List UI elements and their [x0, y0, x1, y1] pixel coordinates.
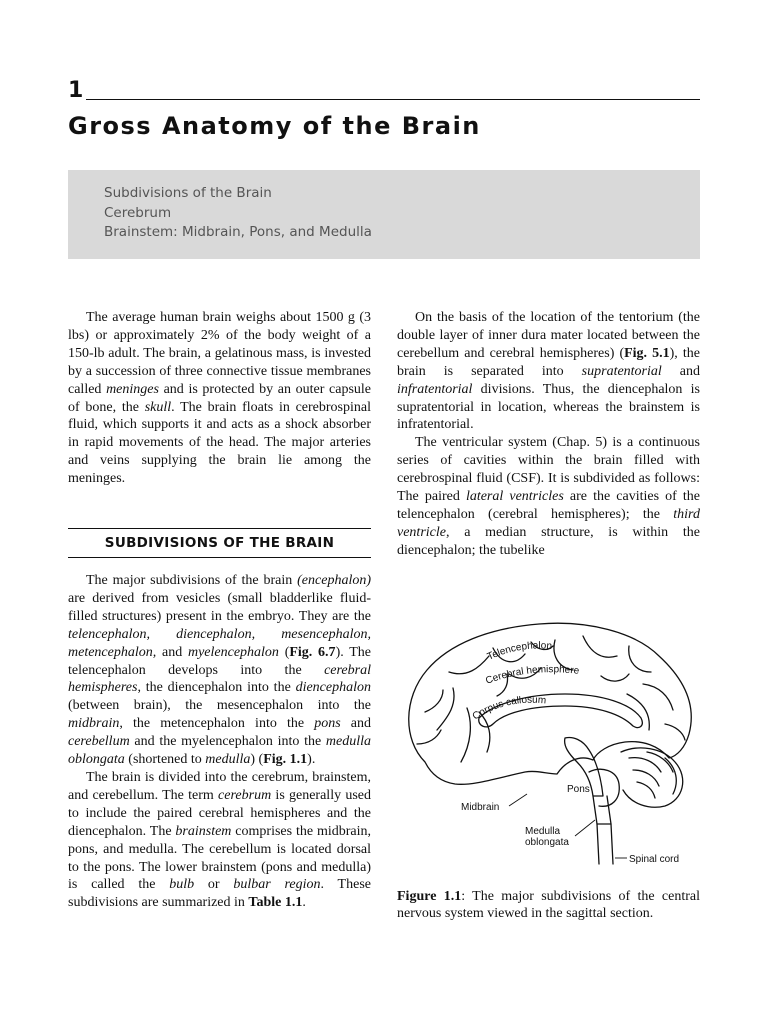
figure-ref: Fig. 1.1 — [263, 752, 308, 768]
text-run: and — [340, 716, 371, 732]
leader-midbrain — [509, 794, 527, 806]
term-midbrain: midbrain — [68, 716, 120, 732]
chapter-number-row — [68, 78, 700, 102]
chapter-number: 1 — [68, 78, 84, 103]
text-run: The average human brain weighs about 1500 g (3 lbs) or approximately 2% of the body weight of a 150-lb adult. The brain, a gelatinous mass, is invested by a succession of three connective tissue membranes called — [68, 310, 371, 397]
table-ref: Table 1.1 — [248, 895, 303, 911]
text-run: divisions. Thus, the diencephalon is supratentorial in location, whereas the brainstem is infratentorial. — [397, 381, 700, 433]
text-run: (shortened to — [124, 752, 206, 768]
term-skull: skull — [144, 399, 172, 415]
text-run: (between brain), the mesencephalon into the — [68, 698, 371, 714]
body-paragraph — [397, 434, 700, 559]
text-run: The ventricular system (Chap. 5) is a continuous series of cavities within the brain filled with cerebrospinal fluid (CSF). It is subdivided as follows: The paired — [397, 435, 700, 505]
term-pons: pons — [314, 716, 341, 732]
text-run: . — [302, 895, 306, 911]
term-meninges: meninges — [106, 381, 159, 397]
term-encephalon: (encephalon) — [297, 573, 371, 588]
term-medulla-oblongata: medulla oblongata — [68, 734, 371, 768]
caption-label: Figure 1.1 — [397, 889, 462, 904]
term-diencephalon: diencephalon — [295, 680, 371, 696]
spinal-cord-shape — [597, 824, 613, 864]
text-run: , the diencephalon into the — [137, 680, 296, 696]
label-pons: Pons — [567, 784, 590, 795]
label-spinal-cord: Spinal cord — [629, 854, 680, 865]
text-run: or — [194, 877, 234, 893]
label-cerebral-hemisphere: Cerebral hemisphere — [484, 664, 580, 687]
body-paragraph — [68, 769, 371, 912]
term-infratentorial: infratentorial — [397, 381, 473, 397]
text-run: is generally used to include the paired cerebral hemispheres and the diencephalon. The — [68, 787, 371, 839]
figure-caption — [397, 889, 700, 923]
term-myelencephalon: myelencephalon — [187, 644, 279, 660]
body-paragraph — [397, 309, 700, 434]
cerebellum-folia — [629, 752, 676, 798]
section-heading: SUBDIVISIONS OF THE BRAIN — [68, 528, 371, 558]
right-text-block — [397, 309, 700, 560]
term-cerebellum: cerebellum — [68, 734, 130, 750]
text-run: . These subdivisions are summarized in — [68, 877, 371, 911]
text-run: , the metencephalon into the — [119, 716, 315, 732]
label-medulla-line2: oblongata — [525, 837, 569, 848]
label-telencephalon: Telencephalon — [485, 640, 553, 663]
text-run: ) ( — [250, 752, 264, 768]
text-run: and the myelencephalon into the — [129, 734, 326, 750]
label-midbrain: Midbrain — [461, 802, 500, 813]
term-third-ventricle: third ventricle — [397, 506, 700, 540]
text-run: and — [661, 363, 700, 379]
term-lateral-ventricles: lateral ventricles — [465, 489, 564, 505]
term-bulb: bulb — [169, 877, 195, 893]
contents-item: Subdivisions of the Brain — [104, 185, 272, 201]
term-vesicles: telencephalon, diencephalon, mesencephalon, metencephalon, — [68, 626, 371, 660]
text-run: ), the brain is separated into — [397, 345, 700, 379]
text-run: are the cavities of the telencephalon (cerebral hemispheres); the — [397, 489, 700, 522]
chapter-header — [68, 78, 700, 140]
term-bulbar-region: bulbar region — [233, 877, 321, 893]
label-medulla-line1: Medulla — [525, 826, 561, 837]
text-run: The major subdivisions of the brain — [86, 573, 298, 588]
term-supratentorial: supratentorial — [581, 363, 662, 379]
contents-item: Brainstem: Midbrain, Pons, and Medulla — [104, 224, 372, 240]
intro-paragraph-block — [68, 309, 371, 488]
caption-text: : The major subdivisions of the central nervous system viewed in the sagittal section. — [397, 889, 701, 921]
term-cerebral-hemispheres: cerebral hemispheres — [68, 662, 371, 696]
medulla-shape — [593, 796, 611, 824]
text-run: ). — [307, 752, 316, 768]
body-paragraph — [68, 572, 371, 769]
label-corpus-callosum: Corpus callosum — [470, 694, 547, 723]
text-run: On the basis of the location of the tentorium (the double layer of inner dura mater located between the cerebellum and cerebral hemispheres) ( — [397, 310, 700, 361]
text-run: comprises the midbrain, pons, and medulla. The cerebellum is located dorsal to the pons. The lower brainstem (pons and medulla) is called the — [68, 823, 371, 893]
text-run: and — [156, 644, 188, 660]
intro-paragraph — [68, 309, 371, 488]
chapter-contents-box — [68, 170, 700, 259]
brain-figure — [397, 612, 700, 880]
contents-item: Cerebrum — [104, 204, 172, 221]
figure-ref: Fig. 5.1 — [624, 345, 670, 361]
text-run: and is protected by an outer capsule of bone, the — [68, 381, 372, 415]
figure-ref: Fig. 6.7 — [289, 644, 336, 660]
chapter-rule — [86, 99, 700, 100]
brain-sagittal-illustration — [397, 612, 700, 880]
term-cerebrum: cerebrum — [218, 787, 272, 803]
text-run: ( — [278, 644, 290, 660]
text-run: . The brain floats in cerebrospinal fluid, which supports it and acts as a shock absorber in rapid movements of the head. The major arteries and veins supplying the brain lie among the meninges. — [68, 399, 371, 487]
term-brainstem: brainstem — [175, 823, 232, 839]
text-run: The brain is divided into the cerebrum, brainstem, and cerebellum. The term — [68, 769, 371, 803]
chapter-title: Gross Anatomy of the Brain — [68, 112, 481, 140]
section-body-block — [68, 572, 371, 912]
leader-medulla — [575, 820, 595, 836]
text-run: are derived from vesicles (small bladderlike fluid-filled structures) present in the embryo. They are the — [68, 590, 371, 624]
text-run: , a median structure, is within the diencephalon; the tubelike — [397, 524, 700, 558]
text-run: ). The telencephalon develops into the — [68, 644, 371, 678]
term-medulla: medulla — [205, 752, 251, 768]
